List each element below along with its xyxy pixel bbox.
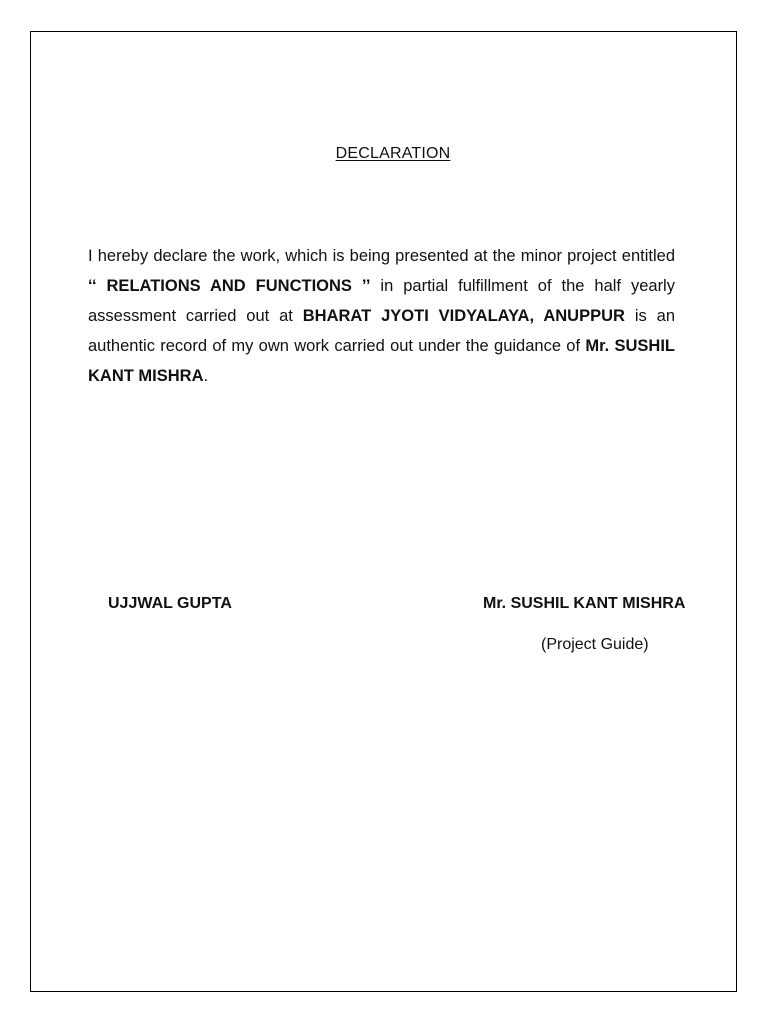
declaration-paragraph (88, 241, 675, 391)
guide-role-label: (Project Guide) (541, 636, 649, 653)
paragraph-text-4: . (203, 367, 209, 385)
page-border (30, 31, 737, 992)
paragraph-text-3: is an authentic record of my own work carried out under the guidance of (88, 307, 675, 355)
project-title: ‘‘ RELATIONS AND FUNCTIONS ’’ (88, 277, 371, 295)
paragraph-text-1: I hereby declare the work, which is being presented at the minor project entitled (88, 247, 675, 265)
paragraph-text-2: in partial fulfillment of the half yearly assessment carried out at (88, 277, 675, 325)
guide-name-inline: Mr. SUSHIL KANT MISHRA (88, 337, 675, 385)
page-title: DECLARATION (335, 145, 451, 162)
guide-signature-name: Mr. SUSHIL KANT MISHRA (483, 595, 686, 612)
student-signature-name: UJJWAL GUPTA (108, 595, 232, 612)
school-name: BHARAT JYOTI VIDYALAYA, ANUPPUR (302, 307, 625, 325)
